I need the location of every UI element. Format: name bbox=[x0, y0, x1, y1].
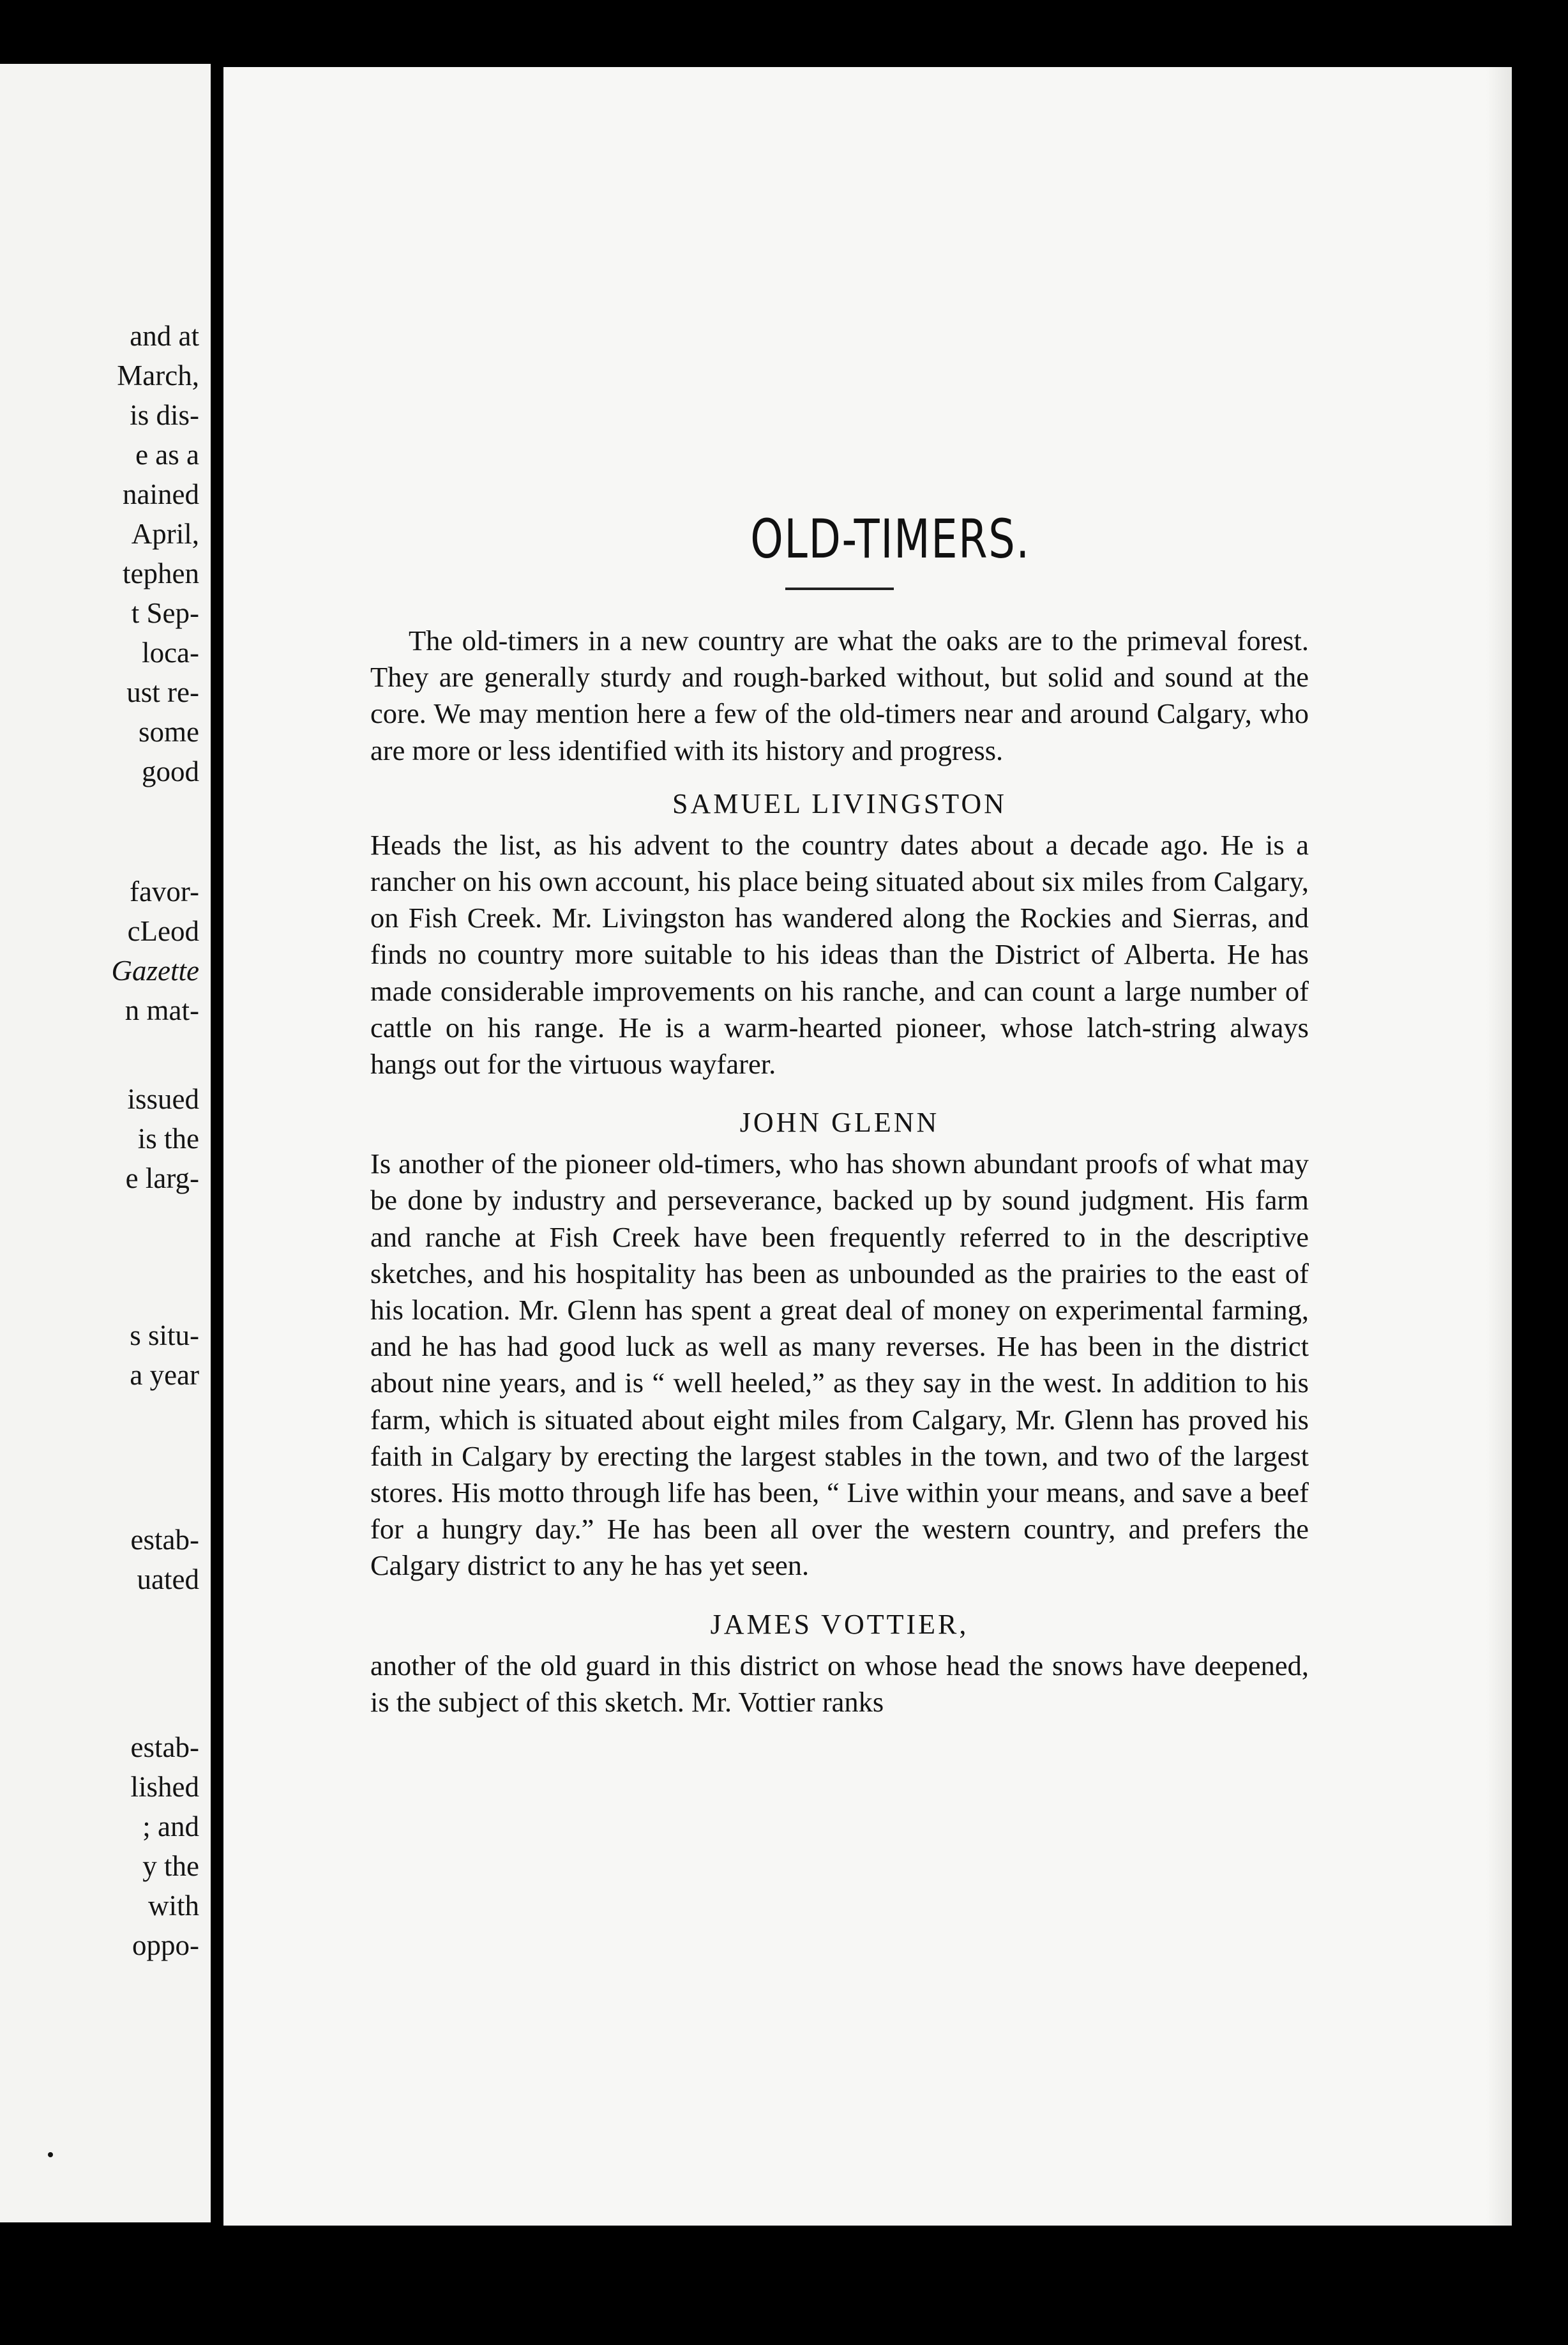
left-line: uated bbox=[137, 1563, 199, 1595]
left-line: ust re- bbox=[126, 676, 199, 708]
main-page bbox=[211, 67, 1512, 2226]
left-page-fragment bbox=[0, 64, 211, 2222]
left-line: t Sep- bbox=[131, 597, 199, 629]
left-line: Gazette bbox=[111, 955, 199, 987]
left-line: estab- bbox=[130, 1524, 199, 1556]
left-line: issued bbox=[127, 1083, 199, 1115]
ink-speck bbox=[48, 2152, 53, 2157]
left-line: with bbox=[147, 1890, 199, 1922]
title-rule bbox=[785, 588, 894, 590]
section-heading: JOHN GLENN bbox=[739, 1107, 940, 1139]
section-heading: JAMES VOTTIER, bbox=[710, 1608, 969, 1640]
left-line: lished bbox=[130, 1771, 199, 1803]
left-line: cLeod bbox=[127, 915, 199, 947]
left-line: loca- bbox=[142, 637, 199, 669]
section-paragraph: Is another of the pioneer old-timers, who has shown abundant proofs of what may be done by industry and perseverance, backed up by sound judgment. His farm and ranche at Fish Creek have been frequently referred to in the descriptive sketches, and his hospitality has been as unbounded as the prairies to the east of his location. Mr. Glenn has spent a great deal of money on experimental farming, and he has had good luck as well as many reverses. He has been in the district about nine years, and is “ well heeled,” as they say in the west. In addition to his farm, which is situated about eight miles from Calgary, Mr. Glenn has proved his faith in Calgary by erecting the largest stables in the town, and two of the largest stores. His motto through life has been, “ Live within your means, and save a beef for a hungry day.” He has been all over the western country, and prefers the Calgary district to any he has yet seen. bbox=[370, 1148, 1309, 1582]
left-line: April, bbox=[131, 518, 199, 550]
left-line: e larg- bbox=[125, 1162, 199, 1194]
left-line: favor- bbox=[129, 876, 199, 907]
left-line: some bbox=[139, 716, 199, 748]
left-line: March, bbox=[117, 360, 199, 391]
left-line: s situ- bbox=[130, 1319, 199, 1351]
left-line: and at bbox=[130, 320, 199, 352]
left-line: y the bbox=[142, 1850, 199, 1882]
left-line: tephen bbox=[123, 558, 199, 589]
left-line: estab- bbox=[130, 1731, 199, 1763]
left-line: n mat- bbox=[124, 994, 199, 1026]
left-line: ; and bbox=[142, 1810, 199, 1842]
left-line: oppo- bbox=[132, 1929, 199, 1961]
intro-paragraph: The old-timers in a new country are what the oaks are to the primeval forest. They are generally sturdy and rough-barked without, but solid and sound at the core. We may mention here a few of the old-timers near and around Calgary, who are more or less identified with its history and progress. bbox=[370, 625, 1309, 766]
left-line: a year bbox=[130, 1359, 199, 1391]
left-line: good bbox=[142, 755, 199, 787]
section-paragraph: another of the old guard in this district on whose head the snows have deepened, is the subject of this sketch. Mr. Vottier ranks bbox=[370, 1649, 1309, 1718]
page-body bbox=[370, 623, 1309, 1720]
left-line: e as a bbox=[135, 439, 199, 471]
page-title: OLD-TIMERS. bbox=[750, 508, 1030, 570]
section-paragraph: Heads the list, as his advent to the country dates about a decade ago. He is a rancher on his own account, his place being situated about six miles from Calgary, on Fish Creek. Mr. Livingston has wandered along the Rockies and Sierras, and finds no country more suitable to his ideas than the District of Alberta. He has made considerable improvements on his ranche, and can count a large number of cattle on his range. He is a warm-hearted pioneer, whose latch-string always hangs out for the virtuous wayfarer. bbox=[370, 828, 1309, 1081]
section-heading: SAMUEL LIVINGSTON bbox=[672, 787, 1007, 819]
left-line: is the bbox=[137, 1123, 199, 1155]
left-line: is dis- bbox=[130, 399, 199, 431]
left-line: nained bbox=[123, 478, 199, 510]
